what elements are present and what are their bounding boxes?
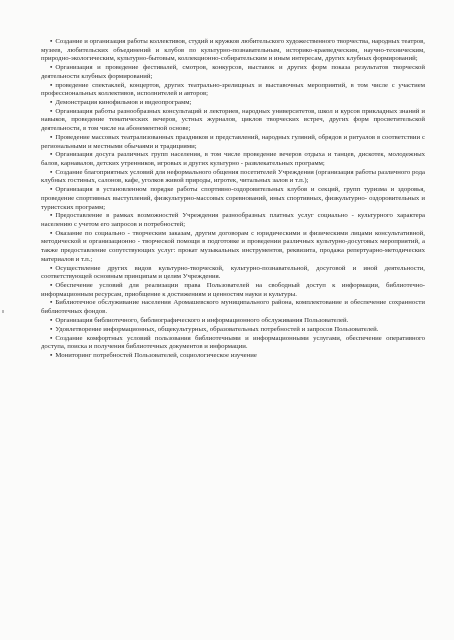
bullet-icon: • — [50, 325, 53, 333]
bullet-icon: • — [50, 81, 53, 89]
list-item — [41, 151, 425, 168]
bullet-icon: • — [50, 264, 53, 272]
list-item-text: Организация работы разнообразных консультаций и лекториев, народных университетов, школ и курсов прикладных знаний и навыков, проведение тематических вечеров, устных журналов, циклов творческих встреч, других форм просветительской деятельности, в том числе на абонементной основе; — [41, 107, 425, 133]
list-item — [41, 282, 425, 299]
bullet-icon: • — [50, 299, 53, 307]
list-item-text: Создание комфортных условий пользования библиотечными и информационными услугами, обеспечение оперативного доступа, поиска и получения библиотечных документов и информации. — [41, 334, 425, 351]
list-item — [41, 64, 425, 81]
list-item — [41, 326, 425, 335]
bullet-icon: • — [50, 107, 53, 115]
list-item — [41, 134, 425, 151]
bullet-icon: • — [50, 168, 53, 176]
list-item — [41, 352, 425, 361]
list-item — [41, 230, 425, 264]
list-item-text: Удовлетворение информационных, общекультурных, образовательных потребностей и запросов Пользователей. — [55, 325, 379, 333]
list-item-text: Мониторинг потребностей Пользователей, социологическое изучение — [55, 352, 257, 360]
list-item-text: Оказание по социально - творческим заказам, другим договорам с юридическими и физическими лицами консультативной, методической и организационно - творческой помощи в подготовке и проведении различных культурно-досуговых мероприятий, а также предоставление сопутствующих услуг: прокат музыкальных инструментов, реквизита, продажа репертуарно-методических материалов и т.п.; — [41, 229, 425, 263]
list-item — [41, 299, 425, 316]
list-item-text: Организация и проведение фестивалей, смотров, конкурсов, выставок и других форм показа результатов творческой деятельности клубных формирований; — [41, 64, 425, 80]
list-item — [41, 99, 425, 108]
bullet-icon: • — [50, 99, 53, 106]
bullet-icon: • — [50, 186, 53, 194]
bullet-icon: • — [50, 38, 53, 45]
bullet-icon: • — [50, 352, 53, 360]
list-item-text: Организация досуга различных групп населения, в том числе проведение вечеров отдыха и танцев, дискотек, молодежных балов, карнавалов, детских утренников, игровых и других культурно - развлекательных программ; — [41, 151, 425, 167]
bullet-icon: • — [50, 151, 53, 159]
list-item-text: Библиотечное обслуживание населения Аромашевского муниципального района, комплектование и обеспечение сохранности библиотечных фондов. — [41, 299, 425, 316]
list-item-text: Демонстрация кинофильмов и видеопрограмм; — [55, 99, 192, 106]
list-item-text: Предоставление в рамках возможностей Учреждения разнообразных платных услуг социально - культурного характера населению с учетом его запросов и потребностей; — [41, 212, 425, 228]
bullet-icon: • — [50, 133, 53, 141]
bullet-icon: • — [50, 212, 53, 220]
list-item-text: Осуществление других видов культурно-творческой, культурно-познавательной, досуговой и иной деятельности, соответствующей основным принципам и целям Учреждения. — [41, 264, 425, 281]
scan-mark — [2, 310, 4, 313]
bullet-icon: • — [50, 282, 53, 289]
list-item — [41, 169, 425, 186]
list-item-text: Организация в установленном порядке работы спортивно-оздоровительных клубов и секций, групп туризма и здоровья, проведение спортивных выступлений, физкультурно-массовых соревнований, иных спортивных, физкультурно- оздоровительных и туристских программ; — [41, 186, 425, 211]
list-item-text: проведение спектаклей, концертов, других театрально-зрелищных и выставочных мероприятий, в том числе с участием профессиональных коллективов, исполнителей и авторов; — [41, 81, 425, 98]
list-item — [41, 186, 425, 212]
bullet-icon: • — [50, 316, 53, 324]
list-item-text: Обеспечение условий для реализации права Пользователей на свободный доступ к информации, библиотечно-информационным ресурсам, приобщение к достижениям и ценностям науки и культуры. — [41, 282, 425, 298]
bullet-icon: • — [50, 229, 53, 237]
list-item-text: Создание и организация работы коллективов, студий и кружков любительского художественного творчества, народных театров, музеев, любительских объединений и клубов по культурно-познавательным, историко-краеведческим, научно-техническим, природно-экологическим, культурно-бытовым, коллекционно-собирательским и иным интересам, других клубных формирований; — [41, 38, 425, 63]
list-item — [41, 335, 425, 352]
list-item-text: Организация библиотечного, библиографического и информационного обслуживания Пользователей. — [55, 316, 349, 324]
list-item — [41, 212, 425, 229]
document-body — [41, 38, 425, 361]
list-item — [41, 108, 425, 134]
list-item — [41, 317, 425, 326]
list-item — [41, 265, 425, 282]
list-item-text: Создание благоприятных условий для неформального общения посетителей Учреждения (организация работы различного рода клубных гостиных, салонов, кафе, уголков живой природы, игротек, читальных залов и т.п.); — [41, 168, 425, 185]
list-item — [41, 38, 425, 64]
bullet-icon: • — [50, 334, 53, 342]
bullet-icon: • — [50, 64, 53, 72]
list-item-text: Проведение массовых театрализованных праздников и представлений, народных гуляний, обрядов и ритуалов в соответствии с региональными и местными обычаями и традициями; — [41, 133, 425, 150]
list-item — [41, 82, 425, 99]
